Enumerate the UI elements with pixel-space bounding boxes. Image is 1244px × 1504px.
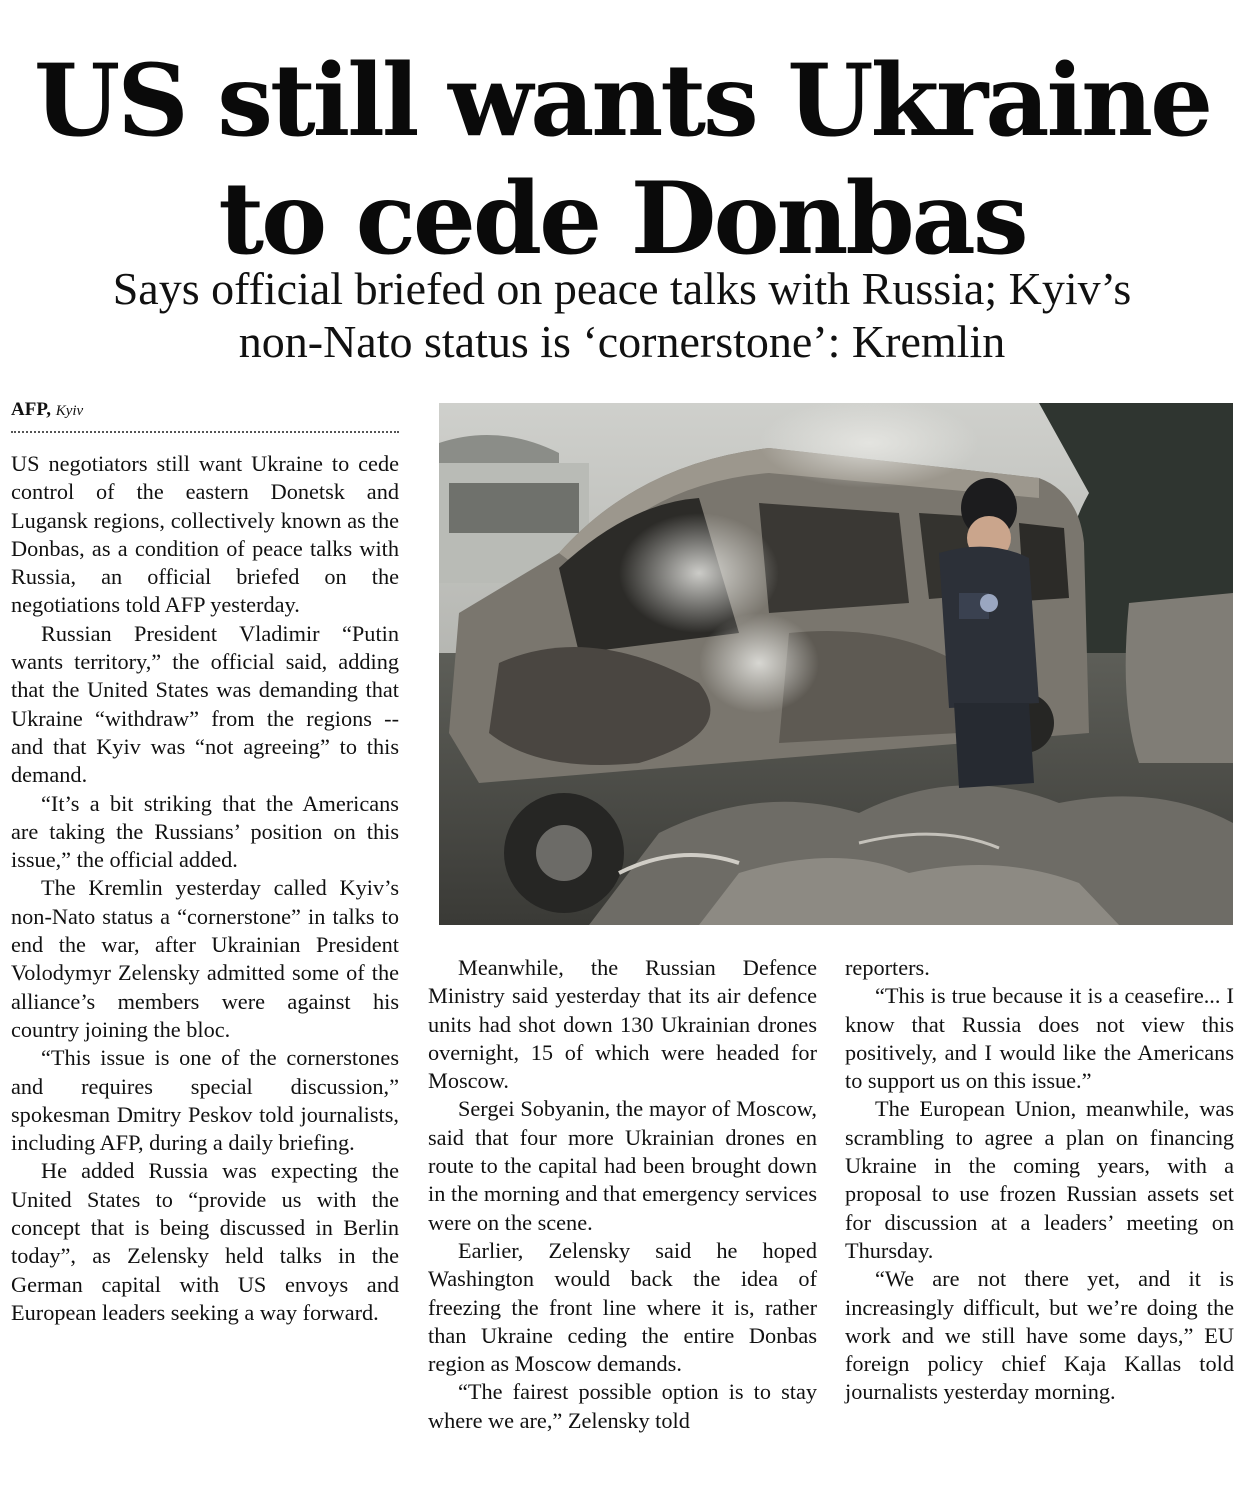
burnt-van-photo-icon bbox=[439, 403, 1233, 925]
paragraph: Meanwhile, the Russian Defence Ministry said yesterday that its air defence units had shot down 130 Ukrainian drones overnight, 15 of which were headed for Moscow. bbox=[428, 955, 817, 1094]
byline bbox=[11, 398, 399, 433]
news-photo bbox=[439, 403, 1233, 925]
byline-location: Kyiv bbox=[55, 403, 84, 419]
paragraph: “It’s a bit striking that the Americans are taking the Russians’ position on this issue,” the official added. bbox=[11, 790, 399, 873]
paragraph: “This is true because it is a ceasefire... I know that Russia does not view this positively, and I would like the Americans to support us on this issue.” bbox=[845, 983, 1234, 1094]
headline-line-2: to cede Donbas bbox=[218, 161, 1026, 277]
article-column-2 bbox=[428, 954, 817, 1435]
paragraph: The European Union, meanwhile, was scrambling to agree a plan on financing Ukraine in the coming years, with a proposal to use frozen Russian assets set for discussion at a leaders’ meeting on Thursday. bbox=[845, 1096, 1234, 1263]
article-column-3 bbox=[845, 954, 1234, 1407]
subheadline bbox=[0, 262, 1244, 368]
subheadline-line-2: non-Nato status is ‘cornerstone’: Kremlin bbox=[238, 316, 1006, 367]
paragraph: He added Russia was expecting the United States to “provide us with the concept that is being discussed in Berlin today”, as Zelensky held talks in the German capital with US envoys and European leaders seeking a way forward. bbox=[11, 1158, 399, 1325]
paragraph: The Kremlin yesterday called Kyiv’s non-Nato status a “cornerstone” in talks to end the war, after Ukrainian President Volodymyr Zelensky admitted some of the alliance’s members were against his country joining the bloc. bbox=[11, 875, 399, 1042]
paragraph: “The fairest possible option is to stay where we are,” Zelensky told bbox=[428, 1379, 817, 1433]
headline-line-1: US still wants Ukraine bbox=[33, 43, 1211, 159]
headline bbox=[0, 42, 1244, 278]
paragraph: Sergei Sobyanin, the mayor of Moscow, said that four more Ukrainian drones en route to the capital had been brought down in the morning and that emergency services were on the scene. bbox=[428, 1096, 817, 1235]
paragraph: Earlier, Zelensky said he hoped Washington would back the idea of freezing the front line where it is, rather than Ukraine ceding the entire Donbas region as Moscow demands. bbox=[428, 1237, 817, 1377]
paragraph: Russian President Vladimir “Putin wants territory,” the official said, adding that the United States was demanding that Ukraine “withdraw” from the regions -- and that Kyiv was “not agreeing” to this demand. bbox=[11, 620, 399, 788]
article-column-1 bbox=[11, 450, 399, 1327]
paragraph: “We are not there yet, and it is increasingly difficult, but we’re doing the work and we still have some days,” EU foreign policy chief Kaja Kallas told journalists yesterday morning. bbox=[845, 1266, 1234, 1405]
paragraph: “This issue is one of the cornerstones and requires special discussion,” spokesman Dmitry Peskov told journalists, including AFP, during a daily briefing. bbox=[11, 1045, 399, 1156]
subheadline-line-1: Says official briefed on peace talks with Russia; Kyiv’s bbox=[112, 263, 1132, 314]
paragraph-continuation: reporters. bbox=[845, 955, 930, 980]
byline-agency: AFP, bbox=[11, 399, 51, 420]
paragraph: US negotiators still want Ukraine to cede control of the eastern Donetsk and Lugansk regions, collectively known as the Donbas, as a condition of peace talks with Russia, an official briefed on the negotiations told AFP yesterday. bbox=[11, 451, 399, 618]
